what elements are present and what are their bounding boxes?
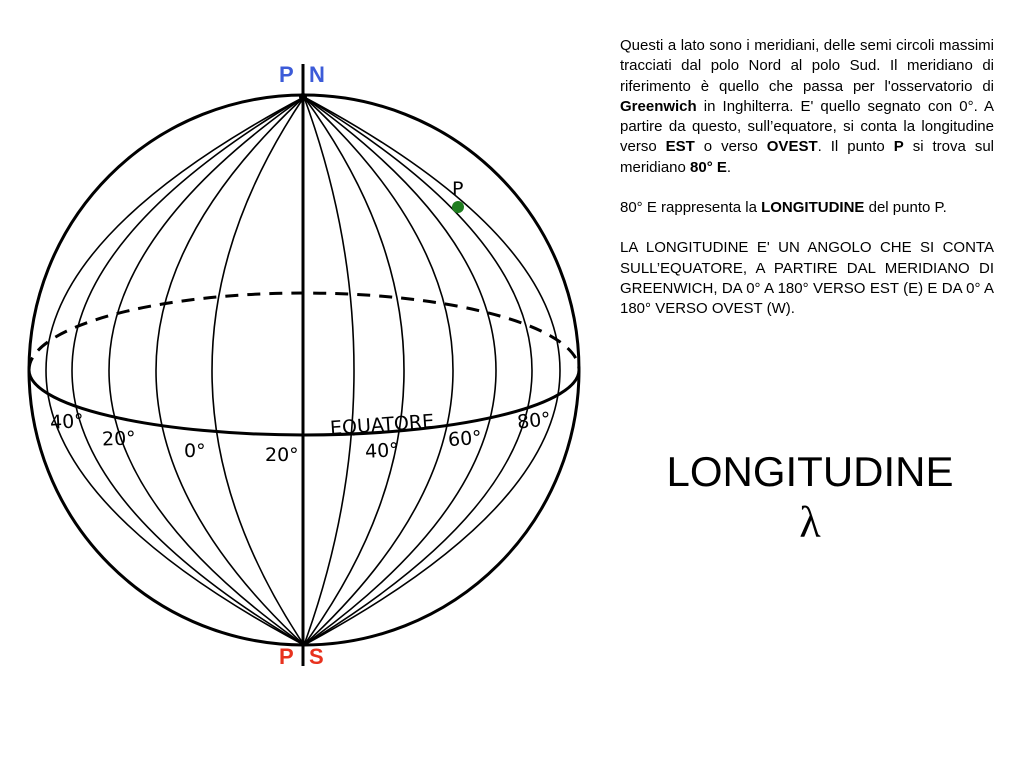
north-pole-p-label: P [279, 62, 294, 87]
north-pole-n-label: N [309, 62, 325, 87]
degree-label: 40° [364, 439, 400, 463]
lambda-symbol: λ [799, 498, 821, 547]
bold-text: EST [665, 138, 695, 156]
text-run: 80° E rappresenta la [620, 199, 762, 217]
point-p-label: P [452, 178, 464, 200]
meridian-line [46, 97, 304, 645]
text-run: del punto P. [864, 199, 947, 217]
degree-label: 80° [516, 408, 552, 434]
bold-text: 80° E [690, 158, 727, 176]
text-run: . Il punto [817, 138, 894, 156]
point-p-marker [452, 201, 464, 213]
meridian-line [304, 97, 496, 645]
south-pole-s-label: S [309, 644, 324, 669]
text-run: LA LONGITUDINE E' UN ANGOLO CHE SI CONTA SULL’EQUATORE, A PARTIRE DAL MERIDIANO DI GREENWICH, DA 0° A 180° VERSO EST (E) E DA 0° A 180° VERSO OVEST (W). [620, 239, 994, 318]
bold-text: P [893, 138, 904, 156]
text-run: in Inghilterra. E' quello segnato con 0°. A partire da questo, sull’equatore, si conta la longitudine verso [620, 97, 994, 156]
meridian-line [212, 97, 304, 645]
north-pole-dot [299, 93, 307, 101]
meridian-line [304, 97, 354, 645]
meridian-line [304, 97, 560, 645]
degree-label: 0° [184, 440, 206, 462]
degree-label: 20° [265, 444, 299, 466]
paragraph-longitude-point [620, 198, 994, 218]
text-run: si trova sul meridiano [620, 138, 994, 176]
equator-label: EQUATORE [329, 410, 435, 440]
paragraph-definition [620, 238, 994, 319]
degree-label: 40° [49, 410, 85, 434]
south-pole-p-label: P [279, 644, 294, 669]
meridian-line [304, 97, 453, 645]
meridian-line [109, 97, 304, 645]
bold-text: Greenwich [620, 97, 697, 115]
bold-text: OVEST [766, 138, 818, 156]
paragraph-meridians [620, 36, 994, 178]
degree-label: 60° [447, 426, 483, 452]
text-run: Questi a lato sono i meridiani, delle semi circoli massimi tracciati dal polo Nord al polo Sud. Il meridiano di riferimento è quello che passa per l'osservatorio di [620, 37, 994, 95]
degree-label: 20° [101, 427, 137, 451]
title-block [610, 446, 1010, 548]
text-run: o verso [694, 138, 767, 156]
text-run: . [726, 158, 732, 176]
bold-text: LONGITUDINE [761, 199, 865, 217]
page-title: LONGITUDINE [666, 448, 954, 495]
meridian-line [304, 97, 532, 645]
explanation-text [620, 36, 994, 340]
meridian-line [156, 97, 304, 645]
